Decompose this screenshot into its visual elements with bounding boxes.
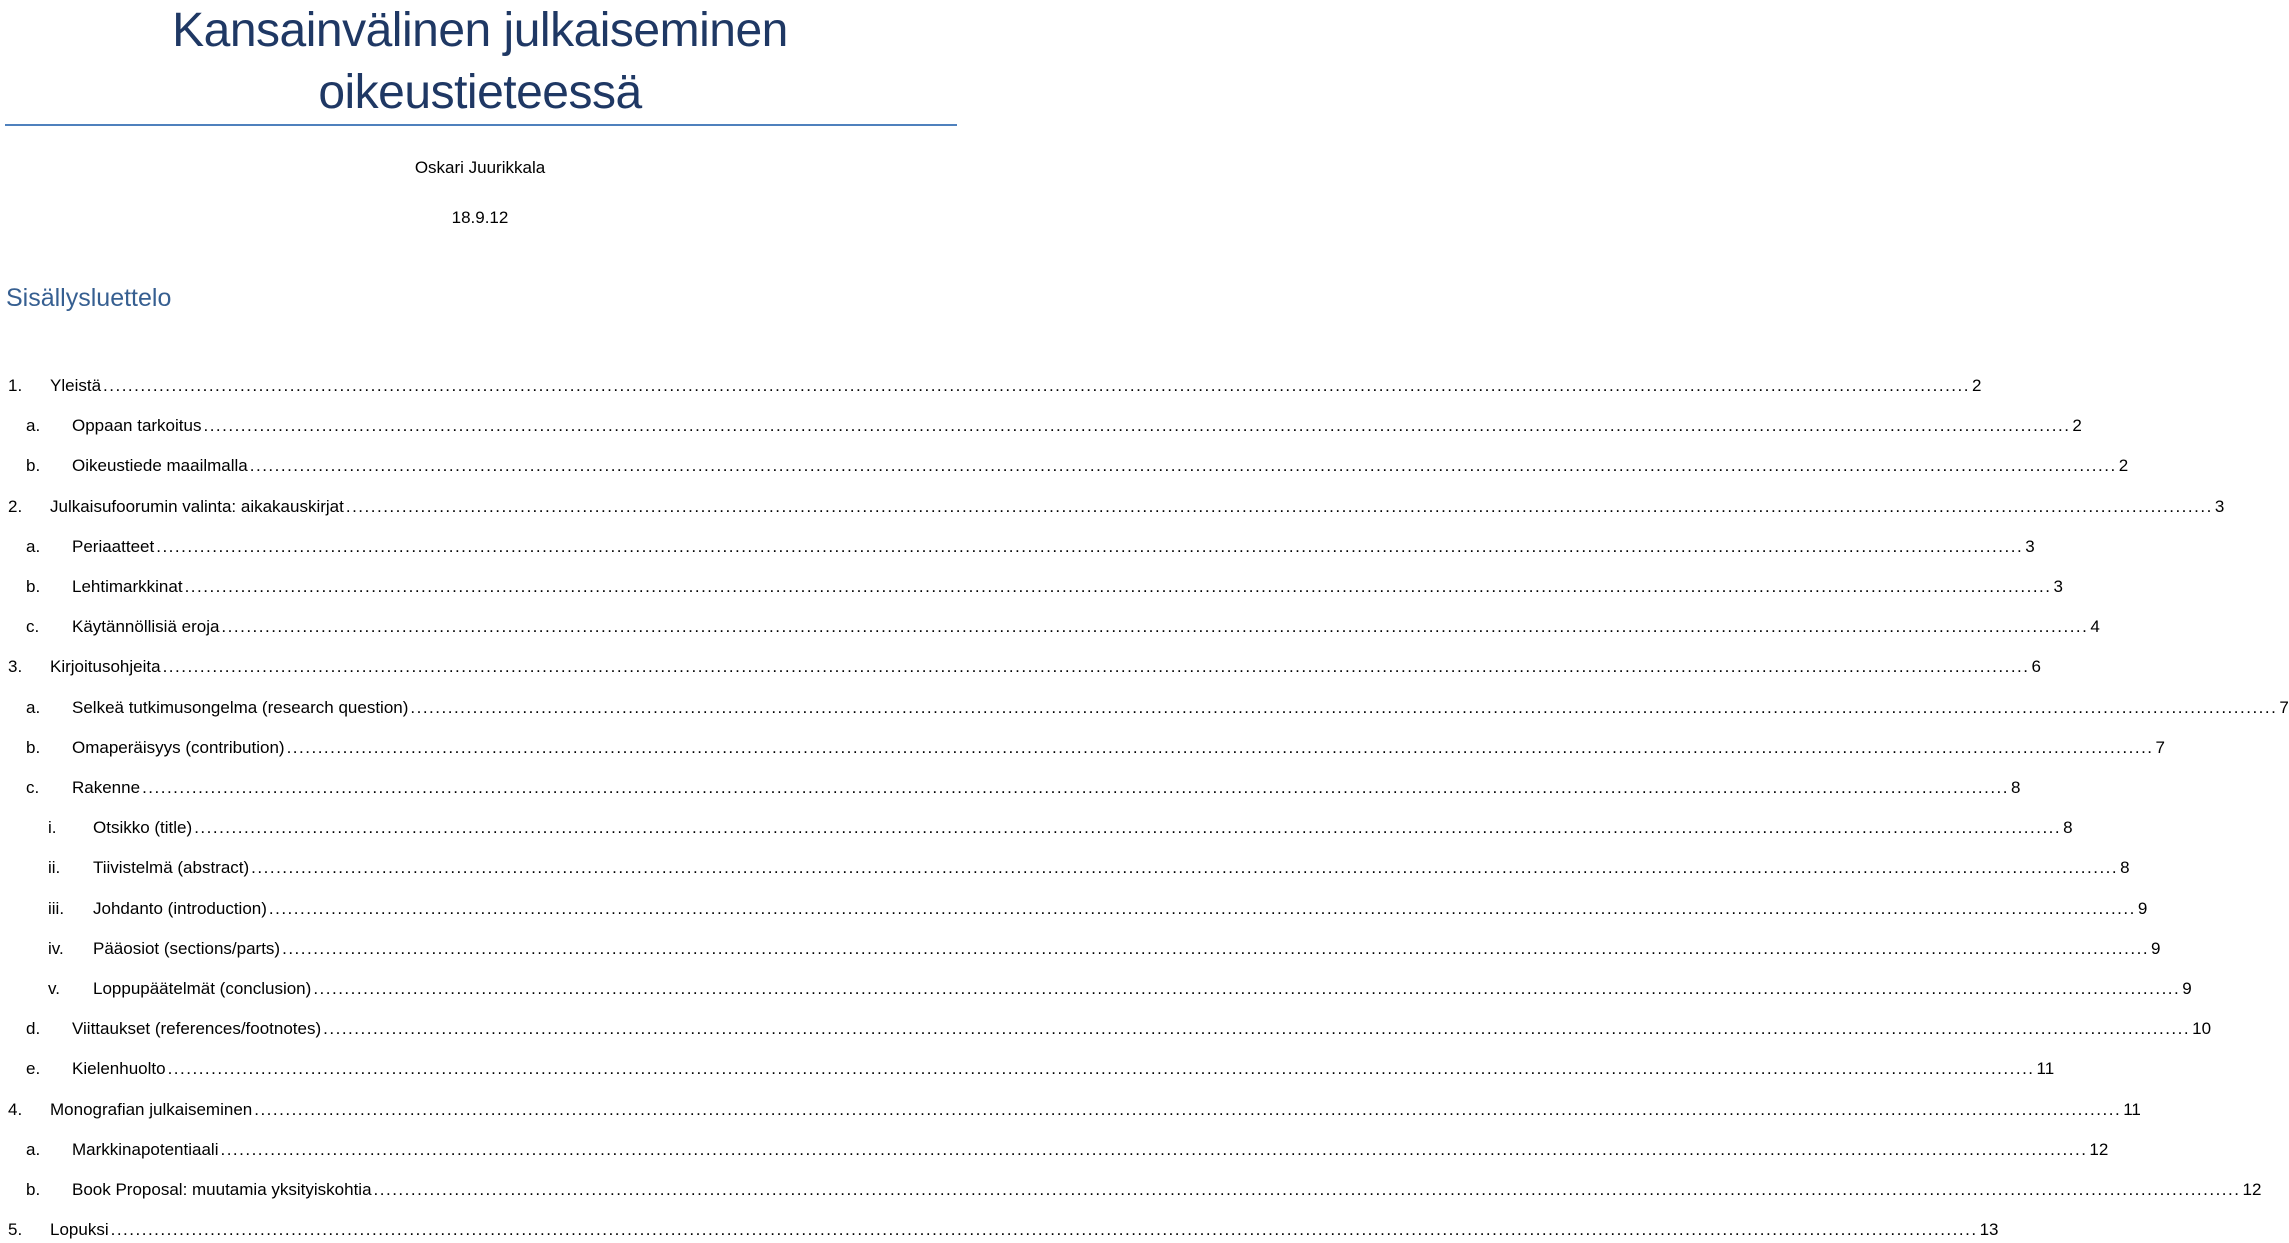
toc-entry[interactable] — [0, 615, 2100, 639]
toc-entry-number: b. — [26, 456, 41, 476]
toc-entry-body — [72, 414, 2082, 438]
toc-entry-page-number: 3 — [2025, 536, 2035, 556]
toc-entry-label: Johdanto (introduction) — [93, 898, 267, 918]
toc-entry-body — [72, 776, 2021, 800]
toc-entry-page-number: 11 — [2036, 1059, 2055, 1079]
toc-dot-leader: ............................................................................................................................................................................................................................................................................................................ — [323, 1019, 2191, 1039]
toc-entry-number: c. — [26, 617, 40, 637]
document-title-line-1: Kansainvälinen julkaiseminen — [172, 4, 788, 57]
toc-dot-leader: ............................................................................................................................................................................................................................................................................................................ — [194, 818, 2062, 838]
toc-dot-leader: ............................................................................................................................................................................................................................................................................................................ — [220, 1139, 2088, 1159]
toc-entry-page-number: 8 — [2120, 858, 2130, 878]
toc-entry-body — [93, 937, 2161, 961]
toc-entry-page-number: 13 — [1979, 1220, 1999, 1240]
toc-entry-label: Oppaan tarkoitus — [72, 416, 202, 436]
toc-entry-page-number: 3 — [2053, 577, 2063, 596]
toc-dot-leader: ............................................................................................................................................................................................................................................................................................................ — [249, 456, 2117, 476]
document-date: 18.9.12 — [451, 208, 509, 227]
toc-entry-number: 3. — [8, 657, 23, 677]
toc-entry-body — [50, 374, 1982, 398]
toc-entry-number: a. — [26, 697, 41, 717]
toc-entry[interactable] — [0, 454, 2129, 478]
toc-entry-page-number: 7 — [2279, 697, 2289, 717]
toc-entry[interactable] — [0, 816, 2073, 840]
toc-entry-number: a. — [26, 536, 41, 556]
toc-entry-page-number: 9 — [2137, 898, 2148, 918]
toc-entry-label: Rakenne — [72, 778, 141, 797]
toc-entry-label: Book Proposal: muutamia yksityiskohtia — [72, 1180, 372, 1199]
toc-entry-number: e. — [26, 1059, 41, 1079]
toc-entry[interactable] — [0, 1017, 2212, 1041]
toc-entry-number: v. — [48, 979, 60, 998]
toc-entry-page-number: 2 — [1971, 376, 1982, 395]
toc-entry-page-number: 7 — [2155, 737, 2165, 757]
toc-entry-number: b. — [26, 577, 41, 596]
toc-entry-number: a. — [26, 1139, 41, 1159]
toc-dot-leader: ............................................................................................................................................................................................................................................................................................................ — [251, 858, 2119, 878]
toc-entry-body — [93, 856, 2130, 880]
toc-entry-page-number: 10 — [2192, 1019, 2212, 1039]
toc-entry-body — [93, 977, 2192, 1001]
toc-entry-number: c. — [26, 778, 40, 797]
toc-entry-body — [50, 495, 2225, 519]
toc-entry[interactable] — [0, 1098, 2141, 1122]
author-name: Oskari Juurikkala — [414, 158, 546, 177]
toc-entry-page-number: 11 — [2123, 1099, 2141, 1119]
toc-entry-label: Markkinapotentiaali — [72, 1139, 219, 1159]
toc-entry-label: Kirjoitusohjeita — [50, 657, 161, 677]
toc-entry[interactable] — [0, 495, 2225, 519]
toc-entry-page-number: 4 — [2090, 617, 2100, 637]
toc-heading: Sisällysluettelo — [6, 284, 172, 312]
toc-entry-body — [72, 575, 2063, 599]
toc-entry-body — [72, 454, 2129, 478]
toc-entry[interactable] — [0, 696, 2289, 720]
toc-entry-page-number: 9 — [2151, 938, 2161, 958]
toc-entry-label: Loppupäätelmät (conclusion) — [93, 979, 312, 998]
toc-entry[interactable] — [0, 414, 2082, 438]
toc-entry[interactable] — [0, 535, 2035, 559]
toc-entry-number: b. — [26, 1180, 41, 1199]
toc-entry-body — [93, 897, 2148, 921]
toc-entry-page-number: 3 — [2214, 496, 2225, 516]
toc-entry-number: iii. — [48, 898, 65, 918]
toc-dot-leader: ............................................................................................................................................................................................................................................................................................................ — [203, 416, 2071, 436]
toc-entry-label: Omaperäisyys (contribution) — [72, 737, 285, 757]
toc-entry-body — [72, 736, 2165, 760]
toc-entry-page-number: 8 — [2063, 818, 2073, 838]
toc-dot-leader: ............................................................................................................................................................................................................................................................................................................ — [282, 938, 2150, 958]
toc-dot-leader: ............................................................................................................................................................................................................................................................................................................ — [156, 536, 2024, 556]
toc-dot-leader: ............................................................................................................................................................................................................................................................................................................ — [162, 657, 2030, 677]
toc-entry-page-number: 9 — [2182, 979, 2192, 998]
toc-entry-page-number: 2 — [2118, 456, 2129, 476]
toc-dot-leader: ............................................................................................................................................................................................................................................................................................................ — [221, 617, 2089, 637]
toc-entry-number: d. — [26, 1019, 41, 1039]
toc-entry-label: Viittaukset (references/footnotes) — [72, 1019, 322, 1039]
toc-entry-label: Selkeä tutkimusongelma (research question) — [72, 697, 409, 717]
toc-entry-label: Tiivistelmä (abstract) — [93, 858, 250, 878]
title-divider — [5, 124, 957, 126]
toc-entry-number: 2. — [8, 496, 23, 516]
toc-entry-page-number: 12 — [2242, 1180, 2262, 1199]
toc-entry-label: Kielenhuolto — [72, 1059, 166, 1079]
toc-dot-leader: ............................................................................................................................................................................................................................................................................................................ — [103, 376, 1970, 395]
toc-entry[interactable] — [0, 1057, 2055, 1081]
toc-entry-label: Pääosiot (sections/parts) — [93, 938, 281, 958]
toc-entry-body — [50, 655, 2041, 679]
toc-entry-page-number: 2 — [2072, 416, 2082, 436]
toc-dot-leader: ............................................................................................................................................................................................................................................................................................................ — [167, 1059, 2035, 1079]
toc-entry-body — [72, 535, 2035, 559]
toc-entry-label: Julkaisufoorumin valinta: aikakauskirjat — [50, 496, 344, 516]
toc-entry-page-number: 8 — [2011, 778, 2021, 797]
toc-entry[interactable] — [0, 776, 2021, 800]
toc-entry-label: Otsikko (title) — [93, 818, 193, 838]
toc-entry-number: ii. — [48, 858, 61, 878]
document-title — [0, 0, 960, 124]
toc-entry-body — [72, 615, 2100, 639]
toc-entry-body — [93, 816, 2073, 840]
toc-entry-page-number: 12 — [2089, 1139, 2109, 1159]
toc-entry-number: b. — [26, 737, 41, 757]
toc-entry-number: a. — [26, 416, 41, 436]
toc-dot-leader: ............................................................................................................................................................................................................................................................................................................ — [286, 737, 2154, 757]
toc-entry-label: Monografian julkaiseminen — [50, 1099, 253, 1119]
toc-entry-body — [72, 1138, 2109, 1162]
toc-entry-number: 1. — [8, 376, 23, 395]
toc-entry-page-number: 6 — [2031, 657, 2041, 677]
toc-entry-number: 5. — [8, 1220, 23, 1240]
toc-entry[interactable] — [0, 1178, 2262, 1202]
toc-entry-label: Lehtimarkkinat — [72, 577, 183, 596]
toc-entry-body — [72, 1178, 2262, 1202]
toc-dot-leader: ............................................................................................................................................................................................................................................................................................................ — [313, 979, 2181, 998]
toc-dot-leader: ............................................................................................................................................................................................................................................................................................................ — [345, 496, 2213, 516]
toc-dot-leader: ............................................................................................................................................................................................................................................................................................................ — [254, 1099, 2122, 1119]
toc-dot-leader: ............................................................................................................................................................................................................................................................................................................ — [373, 1180, 2241, 1199]
toc-entry[interactable] — [0, 1218, 1999, 1242]
toc-dot-leader: ............................................................................................................................................................................................................................................................................................................ — [410, 697, 2278, 717]
toc-entry[interactable] — [0, 897, 2148, 921]
toc-dot-leader: ............................................................................................................................................................................................................................................................................................................ — [142, 778, 2010, 797]
toc-entry-number: iv. — [48, 938, 64, 958]
toc-entry-label: Periaatteet — [72, 536, 155, 556]
toc-dot-leader: ............................................................................................................................................................................................................................................................................................................ — [110, 1220, 1978, 1240]
toc-entry[interactable] — [0, 856, 2130, 880]
toc-entry-label: Yleistä — [50, 376, 102, 395]
toc-entry[interactable] — [0, 937, 2161, 961]
toc-entry-label: Lopuksi — [50, 1220, 109, 1240]
toc-entry-body — [72, 1057, 2055, 1081]
toc-entry-body — [50, 1218, 1999, 1242]
toc-entry-body — [72, 696, 2289, 720]
toc-entry[interactable] — [0, 655, 2041, 679]
toc-dot-leader: ............................................................................................................................................................................................................................................................................................................ — [184, 577, 2052, 596]
toc-entry-body — [50, 1098, 2141, 1122]
document-title-line-2: oikeustieteessä — [318, 66, 642, 119]
toc-entry[interactable] — [0, 374, 1982, 398]
toc-entry-number: i. — [48, 818, 57, 838]
toc-entry-label: Käytännöllisiä eroja — [72, 617, 220, 637]
toc-entry[interactable] — [0, 1138, 2109, 1162]
toc-entry-body — [72, 1017, 2212, 1041]
toc-entry-number: 4. — [8, 1099, 23, 1119]
toc-entry[interactable] — [0, 575, 2063, 599]
toc-entry-label: Oikeustiede maailmalla — [72, 456, 248, 476]
toc-entry[interactable] — [0, 736, 2165, 760]
toc-dot-leader: ............................................................................................................................................................................................................................................................................................................ — [268, 898, 2136, 918]
toc-entry[interactable] — [0, 977, 2192, 1001]
